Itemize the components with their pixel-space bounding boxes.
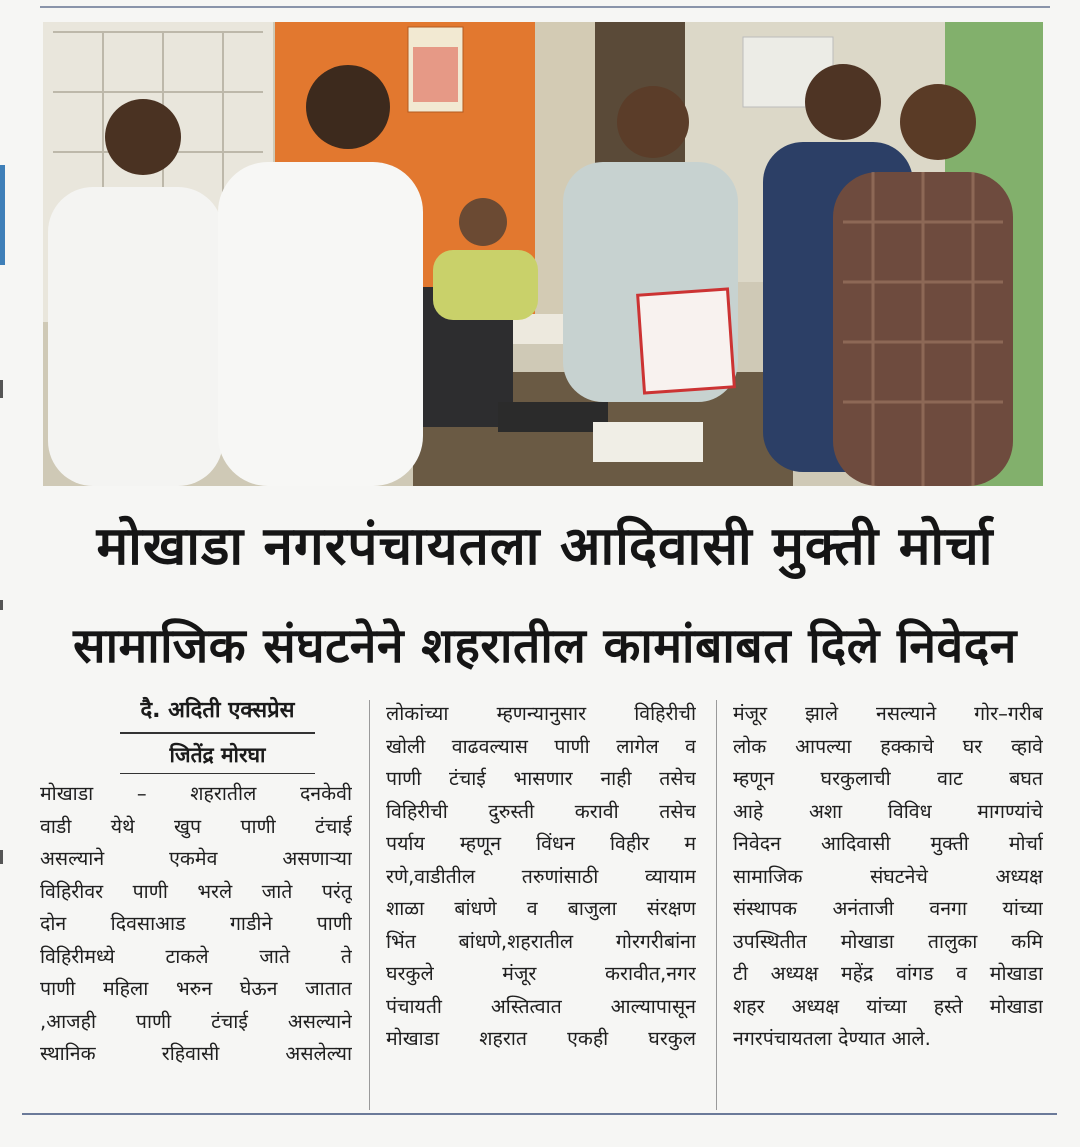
byline-rule [120, 773, 315, 774]
article-line: उपस्थितीत मोखाडा तालुका कमि [733, 929, 1043, 953]
column-divider [716, 700, 717, 1110]
article-line: रणे,वाडीतील तरुणांसाठी व्यायाम [386, 864, 696, 888]
article-line: नगरपंचायतला देण्यात आले. [733, 1027, 931, 1050]
article-line: मोखाडा – शहरातील दनकेवी [40, 782, 352, 805]
article-line: पाणी महिला भरुन घेऊन जातात [40, 977, 352, 1000]
author-name: जितेंद्र मोरघा [169, 743, 266, 767]
article-line: लोकांच्या म्हणन्यानुसार विहिरीची [386, 702, 696, 725]
article-line: पाणी टंचाई भासणार नाही तसेच [386, 767, 696, 790]
article-line: विहिरीवर पाणी भरले जाते परंतू [40, 879, 352, 903]
article-line: पंचायती अस्तित्वात आल्यापासून [386, 994, 696, 1018]
byline-rule [120, 732, 315, 734]
article-line: मंजूर झाले नसल्याने गोर–गरीब [733, 702, 1043, 725]
article-line: टी अध्यक्ष महेंद्र वांगड व मोखाडा [733, 962, 1043, 985]
article-line: निवेदन आदिवासी मुक्ती मोर्चा [733, 832, 1043, 855]
left-edge-mark [0, 600, 3, 610]
news-photo [43, 22, 1043, 486]
article-line: आहे अशा विविध मागण्यांचे [733, 799, 1043, 823]
article-line: खोली वाढवल्यास पाणी लागेल व [386, 734, 696, 758]
left-edge-accent [0, 165, 5, 265]
article-line: घरकुले मंजूर करावीत,नगर [386, 962, 696, 985]
article-line: म्हणून घरकुलाची वाट बघत [733, 767, 1043, 790]
article-column-3 [733, 698, 1043, 1056]
article-line: विहिरीची दुरुस्ती करावी तसेच [386, 799, 696, 823]
article-line: वाडी येथे खुप पाणी टंचाई [40, 814, 352, 838]
top-border-rule [40, 6, 1050, 8]
article-column-1 [40, 778, 352, 1071]
article-line: मोखाडा शहरात एकही घरकुल [386, 1027, 696, 1050]
left-edge-mark [0, 850, 3, 864]
headline: मोखाडा नगरपंचायतला आदिवासी मुक्ती मोर्चा [96, 516, 994, 577]
article-line: सामाजिक संघटनेचे अध्यक्ष [733, 864, 1043, 888]
article-line: विहिरीमध्ये टाकले जाते ते [40, 944, 352, 968]
article-line: लोक आपल्या हक्काचे घर व्हावे [733, 734, 1043, 758]
source-name: दै. अदिती एक्सप्रेस [140, 698, 295, 723]
article-line: शहर अध्यक्ष यांच्या हस्ते मोखाडा [733, 994, 1043, 1018]
bottom-border-rule [22, 1113, 1057, 1115]
article-line: भिंत बांधणे,शहरातील गोरगरीबांना [386, 929, 696, 953]
article-line: स्थानिक रहिवासी असलेल्या [40, 1042, 352, 1065]
news-photo-illustration [43, 22, 1043, 486]
column-divider [369, 700, 370, 1110]
left-edge-mark [0, 380, 3, 398]
subheadline: सामाजिक संघटनेने शहरातील कामांबाबत दिले निवेदन [73, 618, 1017, 674]
article-line: असल्याने एकमेव असणाऱ्या [40, 847, 352, 870]
article-line: शाळा बांधणे व बाजुला संरक्षण [386, 897, 696, 920]
article-line: संस्थापक अनंताजी वनगा यांच्या [733, 897, 1043, 920]
article-line: पर्याय म्हणून विंधन विहीर म [386, 832, 696, 855]
article-line: दोन दिवसाआड गाडीने पाणी [40, 912, 352, 935]
article-line: ,आजही पाणी टंचाई असल्याने [40, 1009, 352, 1033]
article-column-2 [386, 698, 696, 1056]
